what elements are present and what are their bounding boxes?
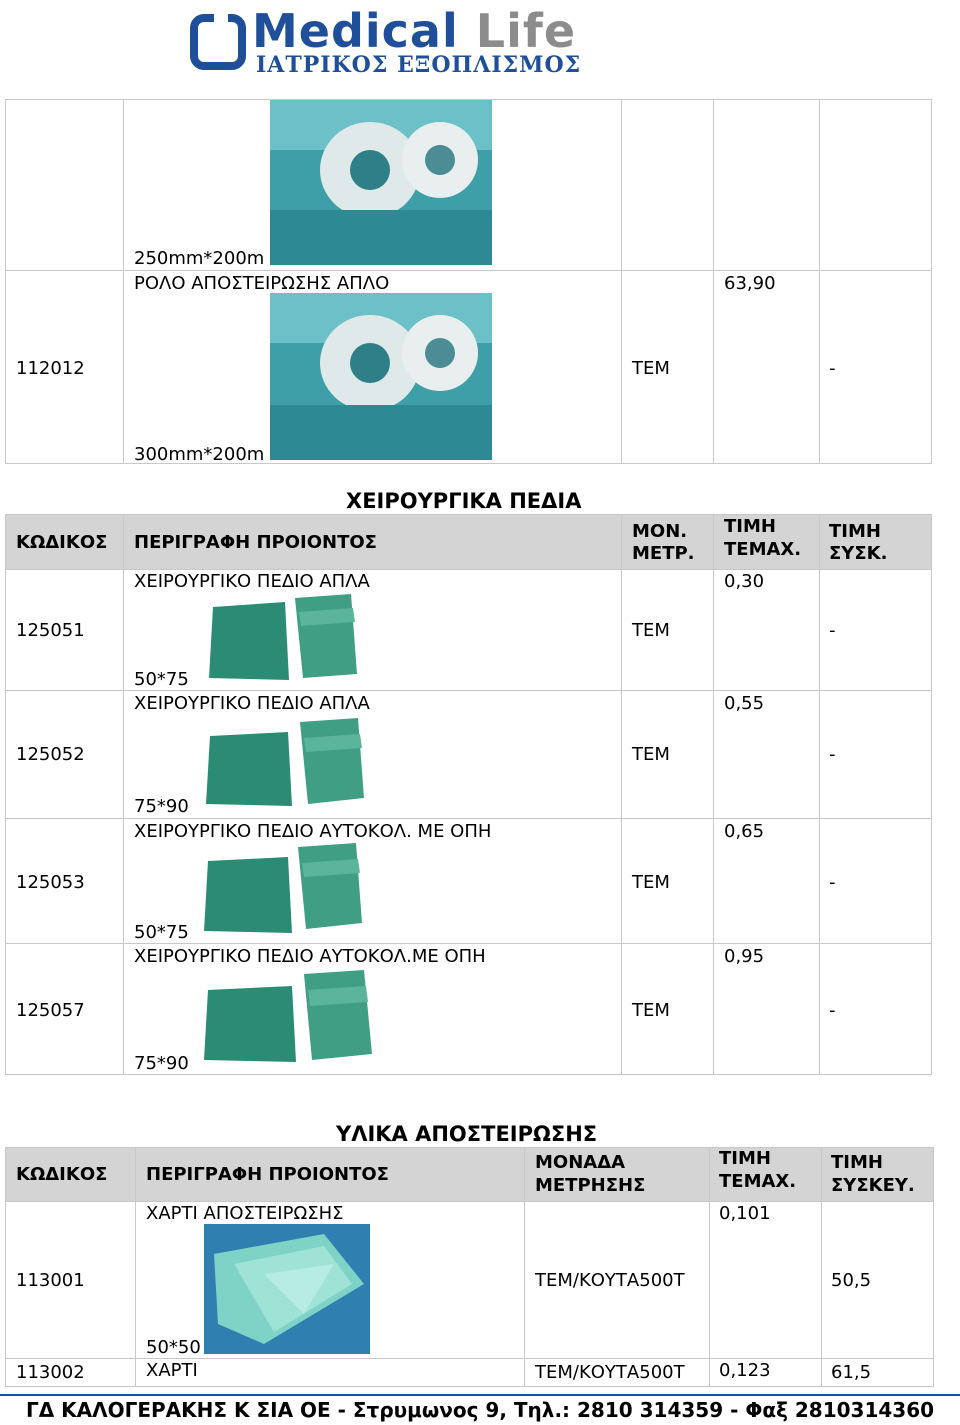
- surgical-row-2-description: ΧΕΙΡΟΥΡΓΙΚΟ ΠΕΔΙΟ ΑΠΛΑ: [134, 693, 370, 714]
- surgical-header-box-2: ΣΥΣΚ.: [829, 543, 888, 564]
- surgical-row-4-description: ΧΕΙΡΟΥΡΓΙΚΟ ΠΕΔΙΟ ΑΥΤΟΚΟΛ.ΜΕ ΟΠΗ: [134, 946, 486, 967]
- company-logo: [190, 4, 770, 78]
- sterilization-row-1-code: 113001: [16, 1270, 85, 1291]
- roll-photo-1: [270, 100, 492, 265]
- sterilization-paper-photo: [204, 1224, 370, 1354]
- sterilization-row-1-description: ΧΑΡΤΙ ΑΠΟΣΤΕΙΡΩΣΗΣ: [146, 1203, 344, 1224]
- surgical-header-description: ΠΕΡΙΓΡΑΦΗ ΠΡΟΙΟΝΤΟΣ: [134, 532, 377, 553]
- logo-brand: Medical Life: [252, 4, 577, 58]
- sterilization-row-1-size: 50*50: [146, 1337, 201, 1358]
- sterilization-header-code: ΚΩΔΙΚΟΣ: [16, 1164, 108, 1185]
- sterilization-header-box-2: ΣΥΣΚΕΥ.: [831, 1175, 915, 1196]
- sterilization-header-description: ΠΕΡΙΓΡΑΦΗ ΠΡΟΙΟΝΤΟΣ: [146, 1164, 389, 1185]
- sterilization-header-box-1: ΤΙΜΗ: [831, 1152, 883, 1173]
- surgical-row-3-unit: ΤΕΜ: [632, 872, 670, 893]
- surgical-row-4-box: -: [829, 1000, 836, 1021]
- surgical-row-1-box: -: [829, 620, 836, 641]
- surgical-row-2-code: 125052: [16, 744, 85, 765]
- roll-size-2: 300mm*200m: [134, 444, 265, 465]
- surgical-row-1-price: 0,30: [724, 571, 765, 592]
- surgical-drape-photo-3: [200, 843, 366, 935]
- surgical-row-3-size: 50*75: [134, 922, 189, 943]
- roll-code: 112012: [16, 358, 85, 379]
- surgical-row-3-description: ΧΕΙΡΟΥΡΓΙΚΟ ΠΕΔΙΟ ΑΥΤΟΚΟΛ. ΜΕ ΟΠΗ: [134, 821, 492, 842]
- logo-subtitle: ΙΑΤΡΙΚΟΣ ΕΞΟΠΛΙΣΜΟΣ: [256, 52, 582, 78]
- sterilization-row-2-box: 61,5: [831, 1362, 872, 1383]
- surgical-row-4-size: 75*90: [134, 1053, 189, 1074]
- sterilization-header-price-2: ΤΕΜΑΧ.: [719, 1171, 797, 1192]
- surgical-header-unit-2: ΜΕΤΡ.: [632, 543, 695, 564]
- footer-contact: ΓΔ ΚΑΛΟΓΕΡΑΚΗΣ Κ ΣΙΑ ΟΕ - Στρυμωνος 9, Τηλ.: 2810 314359 - Φαξ 2810314360: [25, 1398, 935, 1422]
- sterilization-row-2-unit: ΤΕΜ/ΚΟΥΤΑ500Τ: [535, 1362, 685, 1383]
- surgical-row-2-size: 75*90: [134, 796, 189, 817]
- logo-mark-icon: [190, 12, 246, 72]
- surgical-row-3-box: -: [829, 872, 836, 893]
- roll-box-price: -: [829, 358, 836, 379]
- roll-price: 63,90: [724, 273, 776, 294]
- sterilization-row-1-box: 50,5: [831, 1270, 872, 1291]
- surgical-row-4-unit: ΤΕΜ: [632, 1000, 670, 1021]
- surgical-row-1-size: 50*75: [134, 669, 189, 690]
- sterilization-row-1-price: 0,101: [719, 1203, 771, 1224]
- surgical-row-3-code: 125053: [16, 872, 85, 893]
- footer-divider: [0, 1394, 960, 1396]
- roll-photo-2: [270, 293, 492, 460]
- roll-size-1: 250mm*200m: [134, 248, 265, 269]
- surgical-table: [5, 514, 932, 1075]
- roll-description: ΡΟΛΟ ΑΠΟΣΤΕΙΡΩΣΗΣ ΑΠΛΟ: [134, 273, 390, 294]
- roll-unit: ΤΕΜ: [632, 358, 670, 379]
- surgical-header-unit-1: ΜΟΝ.: [632, 521, 688, 542]
- sterilization-header-unit-2: ΜΕΤΡΗΣΗΣ: [535, 1175, 646, 1196]
- sterilization-row-2-code: 113002: [16, 1362, 85, 1383]
- sterilization-header-unit-1: ΜΟΝΑΔΑ: [535, 1152, 626, 1173]
- surgical-row-1-unit: ΤΕΜ: [632, 620, 670, 641]
- surgical-header-price-2: ΤΕΜΑΧ.: [724, 539, 802, 560]
- surgical-row-3-price: 0,65: [724, 821, 765, 842]
- surgical-header-box-1: ΤΙΜΗ: [829, 521, 881, 542]
- surgical-section-title: ΧΕΙΡΟΥΡΓΙΚΑ ΠΕΔΙΑ: [346, 489, 582, 513]
- sterilization-row-2-price: 0,123: [719, 1360, 771, 1381]
- surgical-drape-photo-4: [200, 968, 376, 1064]
- surgical-row-2-price: 0,55: [724, 693, 765, 714]
- surgical-drape-photo-1: [203, 592, 359, 684]
- surgical-row-1-code: 125051: [16, 620, 85, 641]
- surgical-row-4-price: 0,95: [724, 946, 765, 967]
- surgical-drape-photo-2: [200, 716, 368, 809]
- surgical-header-code: ΚΩΔΙΚΟΣ: [16, 532, 108, 553]
- sterilization-section-title: ΥΛΙΚΑ ΑΠΟΣΤΕΙΡΩΣΗΣ: [336, 1122, 598, 1146]
- surgical-row-2-box: -: [829, 744, 836, 765]
- surgical-row-1-description: ΧΕΙΡΟΥΡΓΙΚΟ ΠΕΔΙΟ ΑΠΛΑ: [134, 571, 370, 592]
- surgical-row-2-unit: ΤΕΜ: [632, 744, 670, 765]
- surgical-header-price-1: ΤΙΜΗ: [724, 516, 776, 537]
- sterilization-header-price-1: ΤΙΜΗ: [719, 1148, 771, 1169]
- sterilization-row-2-description: ΧΑΡΤΙ: [146, 1360, 198, 1381]
- surgical-row-4-code: 125057: [16, 1000, 85, 1021]
- sterilization-row-1-unit: ΤΕΜ/ΚΟΥΤΑ500Τ: [535, 1270, 685, 1291]
